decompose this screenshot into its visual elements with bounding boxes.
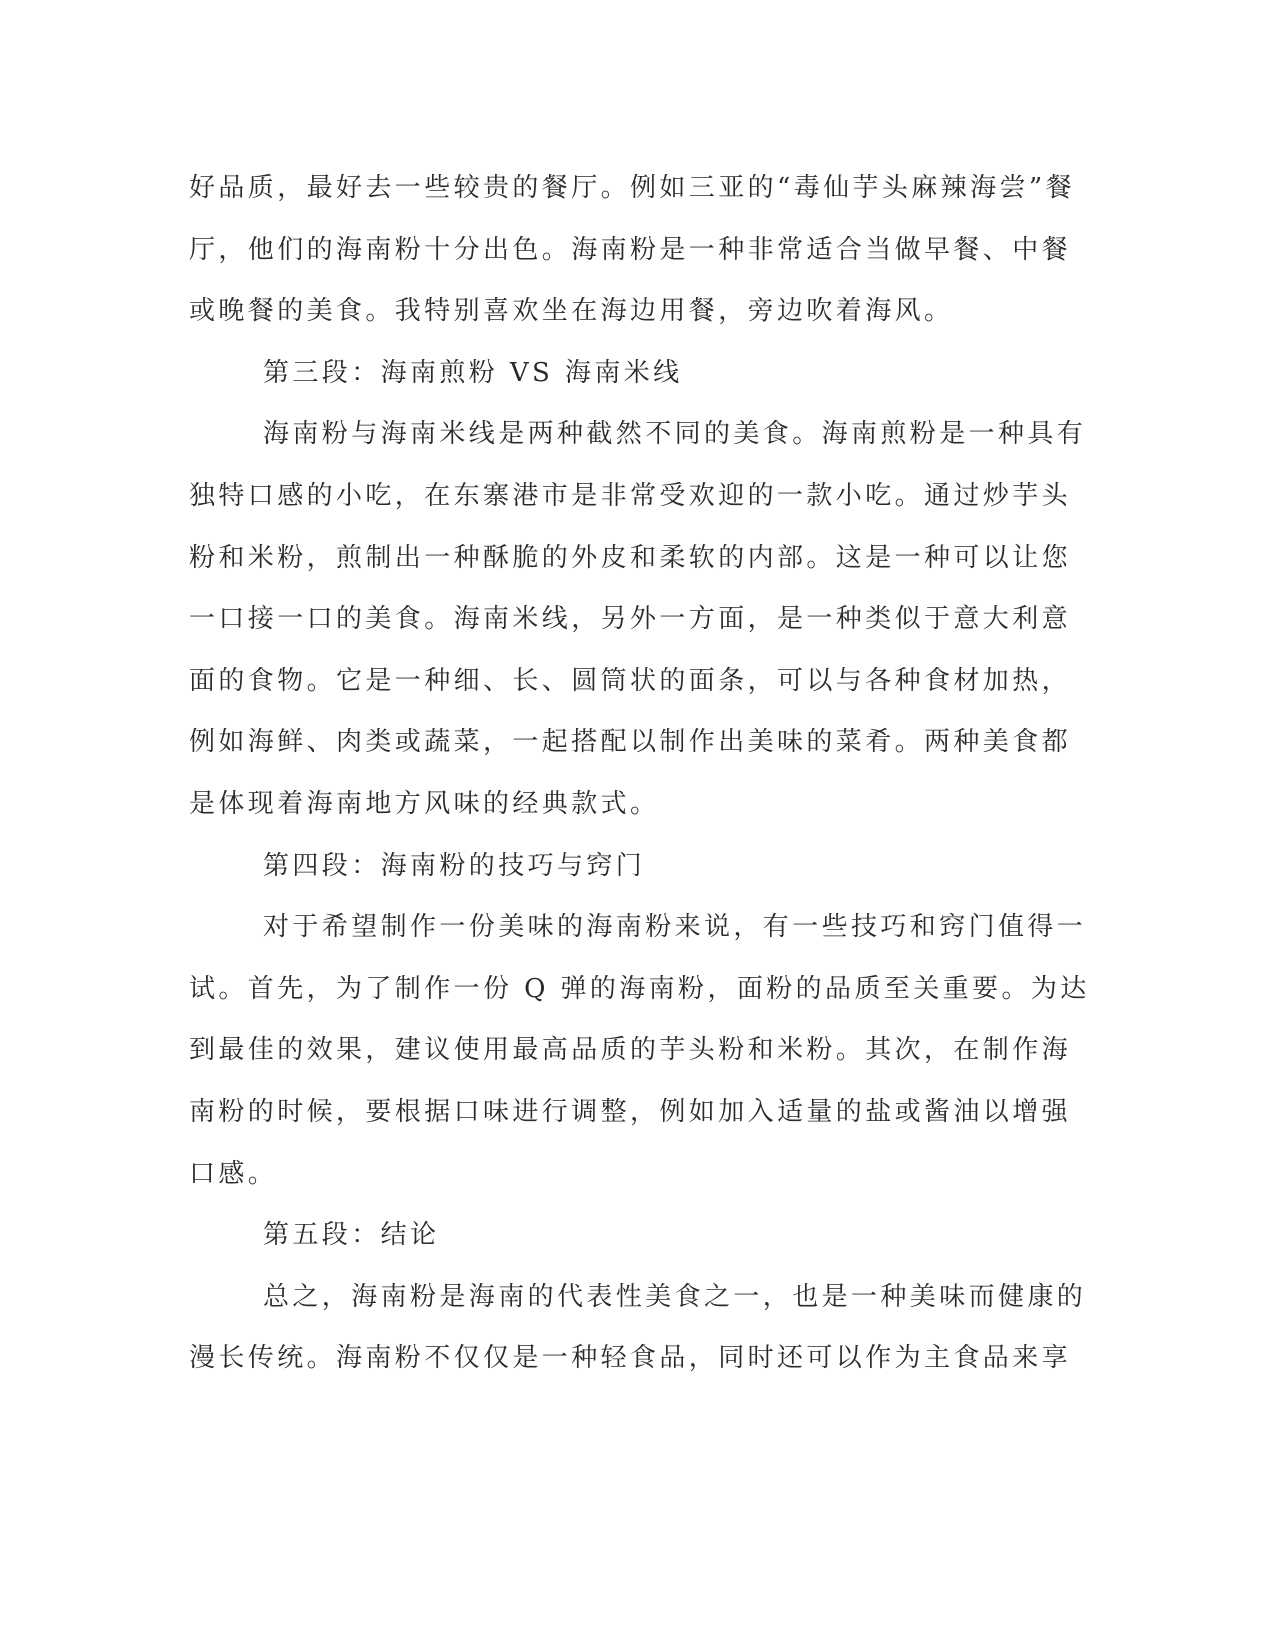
text-line: 口感。 [189,1158,278,1189]
text-line: 好品质，最好去一些较贵的餐厅。例如三亚的“毒仙芋头麻辣海尝”餐 [189,173,1075,203]
text-line: 独特口感的小吃，在东寨港市是非常受欢迎的一款小吃。通过炒芋头 [189,480,1072,511]
text-line: 漫长传统。海南粉不仅仅是一种轻食品，同时还可以作为主食品来享 [189,1343,1072,1374]
text-line: 第四段：海南粉的技巧与窍门 [263,850,646,881]
text-line: 海南粉与海南米线是两种截然不同的美食。海南煎粉是一种具有 [263,419,1087,450]
text-line: 厅，他们的海南粉十分出色。海南粉是一种非常适合当做早餐、中餐 [189,234,1072,265]
text-line: 总之，海南粉是海南的代表性美食之一，也是一种美味而健康的 [263,1281,1087,1312]
text-line: 到最佳的效果，建议使用最高品质的芋头粉和米粉。其次，在制作海 [189,1035,1072,1066]
text-line: 是体现着海南地方风味的经典款式。 [189,788,660,819]
text-line: 例如海鲜、肉类或蔬菜，一起搭配以制作出美味的菜肴。两种美食都 [189,727,1072,758]
text-line: 试。首先，为了制作一份 Q 弹的海南粉，面粉的品质至关重要。为达 [189,973,1090,1004]
text-line: 面的食物。它是一种细、长、圆筒状的面条，可以与各种食材加热， [189,665,1072,696]
document-body [189,158,1089,1390]
text-line: 一口接一口的美食。海南米线，另外一方面，是一种类似于意大利意 [189,604,1072,635]
text-line: 粉和米粉，煎制出一种酥脆的外皮和柔软的内部。这是一种可以让您 [189,542,1072,573]
text-line: 对于希望制作一份美味的海南粉来说，有一些技巧和窍门值得一 [263,912,1087,943]
text-line: 第三段：海南煎粉 VS 海南米线 [263,357,683,388]
text-line: 或晚餐的美食。我特别喜欢坐在海边用餐，旁边吹着海风。 [189,296,954,327]
text-line: 南粉的时候，要根据口味进行调整，例如加入适量的盐或酱油以增强 [189,1096,1072,1127]
text-line: 第五段：结论 [263,1220,440,1251]
